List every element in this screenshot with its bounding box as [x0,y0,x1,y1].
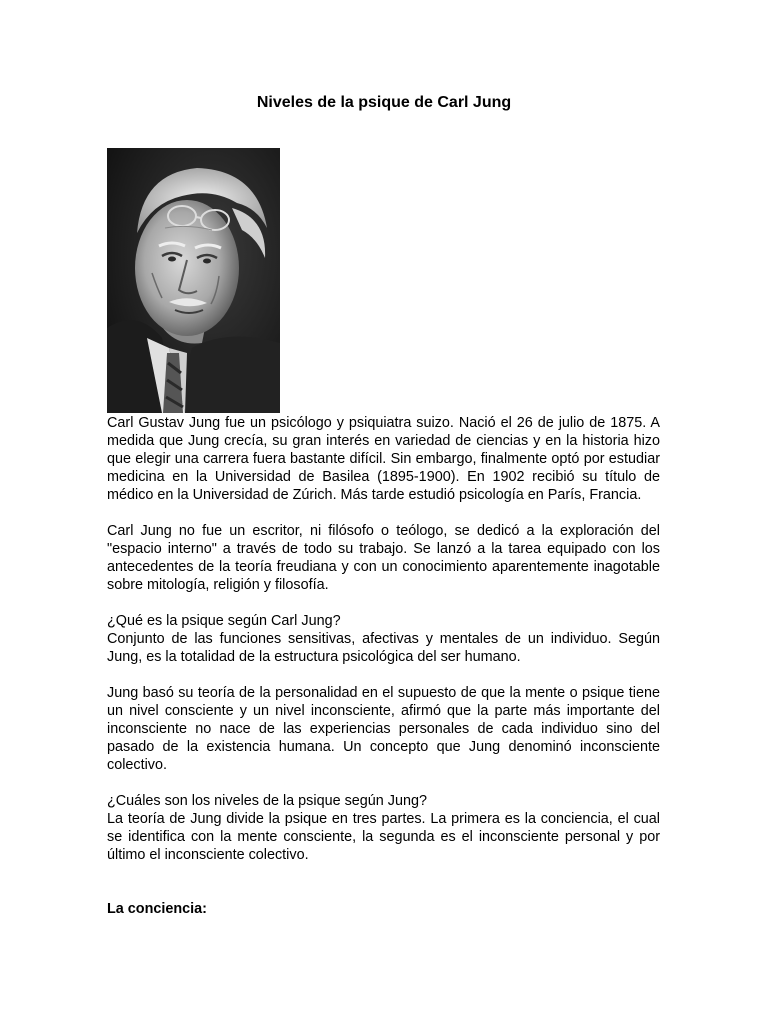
document-title: Niveles de la psique de Carl Jung [256,94,512,111]
paragraph-personality-theory: Jung basó su teoría de la personalidad en el supuesto de que la mente o psique tiene un nivel consciente y un nivel inconsciente, afirmó que la parte más importante del inconsciente no nace de las experiencias personales de cada individuo sino del pasado de la existencia humana. Un concepto que Jung denominó inconsciente colectivo. [107,685,660,773]
portrait-photo [107,148,280,413]
paragraph-psyche-definition: ¿Qué es la psique según Carl Jung? Conjunto de las funciones sensitivas, afectivas y mentales de un individuo. Según Jung, es la totalidad de la estructura psicológica del ser humano. [107,613,660,665]
paragraph-psyche-levels: ¿Cuáles son los niveles de la psique según Jung? La teoría de Jung divide la psique en tres partes. La primera es la conciencia, el cual se identifica con la mente consciente, la segunda es el inconsciente personal y por último el inconsciente colectivo. [107,793,660,863]
section-heading-conciencia: La conciencia: [107,901,207,917]
paragraph-biography: Carl Gustav Jung fue un psicólogo y psiquiatra suizo. Nació el 26 de julio de 1875. A medida que Jung crecía, su gran interés en variedad de ciencias y en la historia hizo que elegir una carrera fuera bastante difícil. Sin embargo, finalmente optó por estudiar medicina en la Universidad de Basilea (1895-1900). En 1902 recibió su título de médico en la Universidad de Zúrich. Más tarde estudió psicología en París, Francia. [107,415,660,503]
document-body [107,414,660,936]
paragraph-explorer: Carl Jung no fue un escritor, ni filósofo o teólogo, se dedicó a la exploración del "espacio interno" a través de todo su trabajo. Se lanzó a la tarea equipado con los antecedentes de la teoría freudiana y con un conocimiento aparentemente inagotable sobre mitología, religión y filosofía. [107,523,660,593]
